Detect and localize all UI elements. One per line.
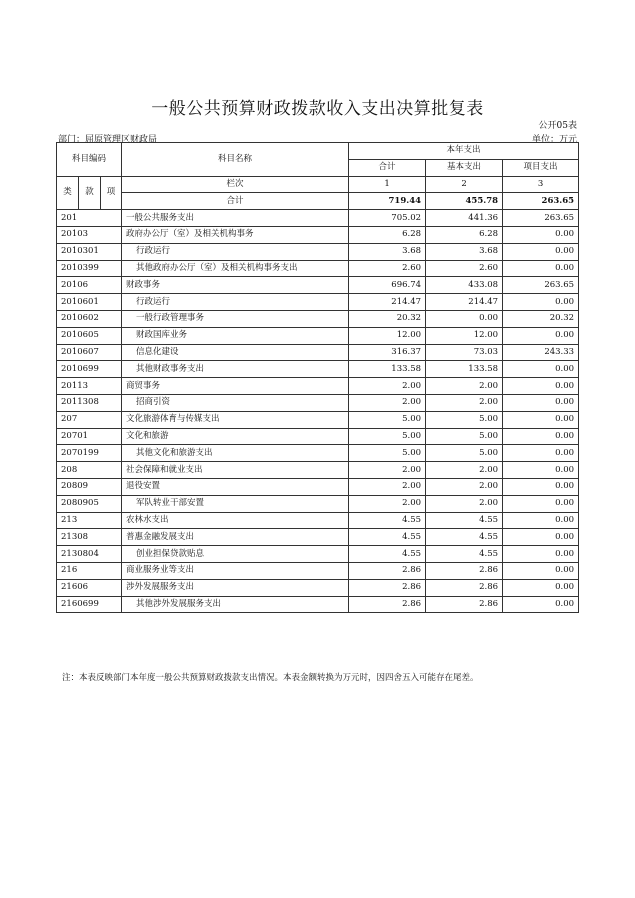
row-basic: 133.58 xyxy=(426,361,503,378)
row-name: 其他涉外发展服务支出 xyxy=(122,596,349,613)
row-name: 创业担保贷款贴息 xyxy=(122,546,349,563)
row-code: 2010605 xyxy=(57,327,122,344)
row-code: 2010301 xyxy=(57,243,122,260)
row-project: 0.00 xyxy=(503,546,579,563)
row-basic: 2.86 xyxy=(426,579,503,596)
row-name: 农林水支出 xyxy=(122,512,349,529)
row-project: 0.00 xyxy=(503,378,579,395)
unit-label: 单位：万元 xyxy=(531,135,577,145)
row-total: 4.55 xyxy=(349,529,426,546)
row-total: 2.86 xyxy=(349,562,426,579)
row-basic: 5.00 xyxy=(426,445,503,462)
header-basic: 基本支出 xyxy=(426,159,503,176)
row-name: 财政事务 xyxy=(122,277,349,294)
expenditure-table xyxy=(56,142,579,613)
header-project: 项目支出 xyxy=(503,159,579,176)
row-total: 2.60 xyxy=(349,260,426,277)
row-code: 201 xyxy=(57,210,122,227)
row-code: 20103 xyxy=(57,226,122,243)
table-row xyxy=(57,445,579,462)
table-row xyxy=(57,327,579,344)
row-code: 2010601 xyxy=(57,294,122,311)
row-code: 207 xyxy=(57,411,122,428)
row-project: 0.00 xyxy=(503,428,579,445)
row-total: 4.55 xyxy=(349,512,426,529)
row-basic: 2.86 xyxy=(426,562,503,579)
col-2: 2 xyxy=(426,176,503,193)
row-total: 214.47 xyxy=(349,294,426,311)
row-basic: 12.00 xyxy=(426,327,503,344)
row-code: 2080905 xyxy=(57,495,122,512)
row-code: 2011308 xyxy=(57,394,122,411)
row-basic: 5.00 xyxy=(426,411,503,428)
sum-total: 719.44 xyxy=(349,193,426,210)
header-name: 科目名称 xyxy=(122,143,349,177)
header-kuan: 款 xyxy=(79,176,101,210)
table-row xyxy=(57,294,579,311)
row-name: 涉外发展服务支出 xyxy=(122,579,349,596)
row-name: 招商引资 xyxy=(122,394,349,411)
table-row xyxy=(57,478,579,495)
table-row xyxy=(57,378,579,395)
row-name: 商贸事务 xyxy=(122,378,349,395)
row-name: 一般公共服务支出 xyxy=(122,210,349,227)
row-basic: 2.00 xyxy=(426,495,503,512)
row-code: 20701 xyxy=(57,428,122,445)
row-code: 2010399 xyxy=(57,260,122,277)
row-basic: 2.00 xyxy=(426,462,503,479)
table-row xyxy=(57,243,579,260)
row-total: 2.00 xyxy=(349,495,426,512)
table-row xyxy=(57,310,579,327)
row-name: 社会保障和就业支出 xyxy=(122,462,349,479)
table-row xyxy=(57,529,579,546)
sum-basic: 455.78 xyxy=(426,193,503,210)
row-total: 20.32 xyxy=(349,310,426,327)
header-xiang: 项 xyxy=(101,176,122,210)
row-basic: 0.00 xyxy=(426,310,503,327)
header-total: 合计 xyxy=(349,159,426,176)
table-row xyxy=(57,495,579,512)
row-name: 普惠金融发展支出 xyxy=(122,529,349,546)
row-code: 2010699 xyxy=(57,361,122,378)
sum-label: 合计 xyxy=(122,193,349,210)
row-basic: 2.60 xyxy=(426,260,503,277)
row-total: 2.86 xyxy=(349,596,426,613)
row-code: 2070199 xyxy=(57,445,122,462)
col-1: 1 xyxy=(349,176,426,193)
table-row xyxy=(57,512,579,529)
row-name: 其他财政事务支出 xyxy=(122,361,349,378)
row-code: 2010602 xyxy=(57,310,122,327)
row-project: 0.00 xyxy=(503,361,579,378)
table-row xyxy=(57,226,579,243)
row-total: 3.68 xyxy=(349,243,426,260)
row-project: 0.00 xyxy=(503,327,579,344)
row-code: 216 xyxy=(57,562,122,579)
row-basic: 6.28 xyxy=(426,226,503,243)
row-code: 213 xyxy=(57,512,122,529)
footnote: 注：本表反映部门本年度一般公共预算财政拨款支出情况。本表金额转换为万元时，因四舍五入可能存在尾差。 xyxy=(62,673,479,683)
row-code: 20106 xyxy=(57,277,122,294)
row-basic: 4.55 xyxy=(426,529,503,546)
row-total: 5.00 xyxy=(349,445,426,462)
col-3: 3 xyxy=(503,176,579,193)
col-label: 栏次 xyxy=(122,176,349,193)
row-project: 0.00 xyxy=(503,495,579,512)
row-total: 4.55 xyxy=(349,546,426,563)
row-name: 行政运行 xyxy=(122,243,349,260)
row-project: 0.00 xyxy=(503,529,579,546)
row-basic: 2.86 xyxy=(426,596,503,613)
row-basic: 3.68 xyxy=(426,243,503,260)
row-project: 20.32 xyxy=(503,310,579,327)
row-total: 2.00 xyxy=(349,394,426,411)
sum-project: 263.65 xyxy=(503,193,579,210)
row-project: 0.00 xyxy=(503,462,579,479)
header-current-year: 本年支出 xyxy=(349,143,579,160)
row-total: 6.28 xyxy=(349,226,426,243)
page-title: 一般公共预算财政拨款收入支出决算批复表 xyxy=(151,99,484,119)
row-code: 20809 xyxy=(57,478,122,495)
row-basic: 4.55 xyxy=(426,546,503,563)
row-project: 0.00 xyxy=(503,478,579,495)
header-lei: 类 xyxy=(57,176,79,210)
row-basic: 5.00 xyxy=(426,428,503,445)
row-project: 0.00 xyxy=(503,411,579,428)
row-project: 263.65 xyxy=(503,210,579,227)
row-project: 0.00 xyxy=(503,579,579,596)
row-basic: 4.55 xyxy=(426,512,503,529)
row-name: 财政国库业务 xyxy=(122,327,349,344)
row-name: 信息化建设 xyxy=(122,344,349,361)
row-total: 2.00 xyxy=(349,378,426,395)
table-row xyxy=(57,562,579,579)
row-code: 2160699 xyxy=(57,596,122,613)
row-project: 0.00 xyxy=(503,445,579,462)
form-number: 公开05表 xyxy=(538,121,577,131)
row-total: 696.74 xyxy=(349,277,426,294)
row-project: 0.00 xyxy=(503,243,579,260)
table-row xyxy=(57,394,579,411)
row-code: 208 xyxy=(57,462,122,479)
row-name: 政府办公厅（室）及相关机构事务 xyxy=(122,226,349,243)
row-code: 20113 xyxy=(57,378,122,395)
row-basic: 2.00 xyxy=(426,378,503,395)
table-row xyxy=(57,546,579,563)
row-project: 0.00 xyxy=(503,596,579,613)
row-project: 0.00 xyxy=(503,226,579,243)
row-total: 5.00 xyxy=(349,411,426,428)
row-total: 705.02 xyxy=(349,210,426,227)
row-basic: 73.03 xyxy=(426,344,503,361)
table-row xyxy=(57,260,579,277)
row-total: 316.37 xyxy=(349,344,426,361)
row-total: 2.00 xyxy=(349,478,426,495)
row-basic: 2.00 xyxy=(426,394,503,411)
row-name: 行政运行 xyxy=(122,294,349,311)
row-basic: 441.36 xyxy=(426,210,503,227)
row-total: 133.58 xyxy=(349,361,426,378)
row-name: 军队转业干部安置 xyxy=(122,495,349,512)
row-project: 0.00 xyxy=(503,562,579,579)
row-name: 商业服务业等支出 xyxy=(122,562,349,579)
row-project: 243.33 xyxy=(503,344,579,361)
table-row xyxy=(57,344,579,361)
row-code: 2010607 xyxy=(57,344,122,361)
row-total: 2.86 xyxy=(349,579,426,596)
row-total: 2.00 xyxy=(349,462,426,479)
row-basic: 2.00 xyxy=(426,478,503,495)
row-name: 其他政府办公厅（室）及相关机构事务支出 xyxy=(122,260,349,277)
row-code: 21606 xyxy=(57,579,122,596)
row-project: 0.00 xyxy=(503,260,579,277)
table-row xyxy=(57,277,579,294)
row-basic: 433.08 xyxy=(426,277,503,294)
table-row xyxy=(57,210,579,227)
row-name: 文化旅游体育与传媒支出 xyxy=(122,411,349,428)
department-label: 部门：屈原管理区财政局 xyxy=(58,135,158,145)
row-basic: 214.47 xyxy=(426,294,503,311)
table-row xyxy=(57,596,579,613)
row-project: 0.00 xyxy=(503,294,579,311)
header-code: 科目编码 xyxy=(57,143,122,177)
row-project: 0.00 xyxy=(503,394,579,411)
row-name: 其他文化和旅游支出 xyxy=(122,445,349,462)
row-name: 一般行政管理事务 xyxy=(122,310,349,327)
row-project: 0.00 xyxy=(503,512,579,529)
row-code: 21308 xyxy=(57,529,122,546)
row-name: 退役安置 xyxy=(122,478,349,495)
table-row xyxy=(57,579,579,596)
row-total: 12.00 xyxy=(349,327,426,344)
row-project: 263.65 xyxy=(503,277,579,294)
table-row xyxy=(57,411,579,428)
row-name: 文化和旅游 xyxy=(122,428,349,445)
row-total: 5.00 xyxy=(349,428,426,445)
table-row xyxy=(57,462,579,479)
row-code: 2130804 xyxy=(57,546,122,563)
table-row xyxy=(57,428,579,445)
table-row xyxy=(57,361,579,378)
